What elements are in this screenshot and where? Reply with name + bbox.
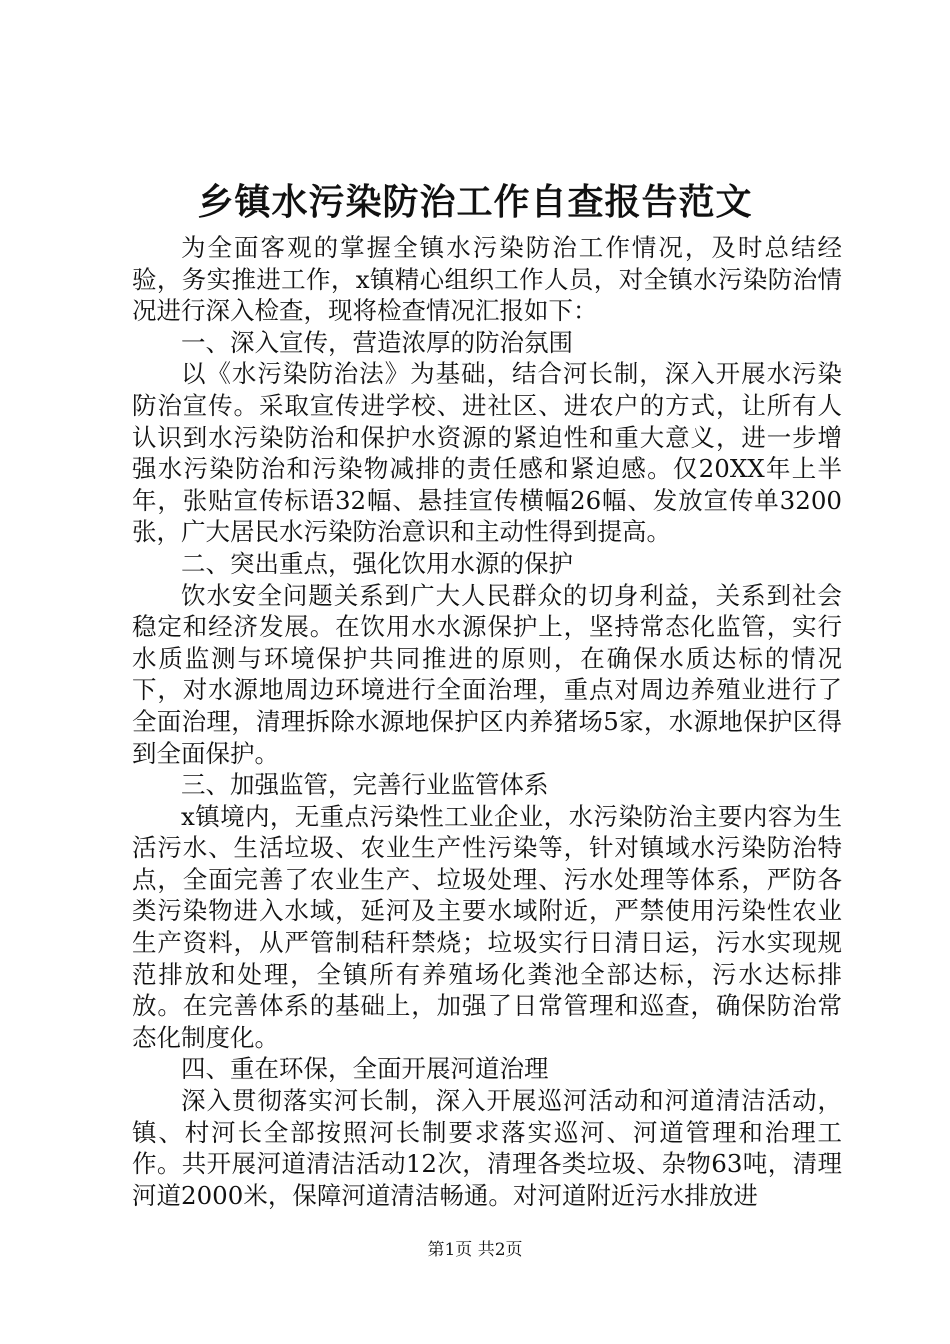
section-heading-1: 一、深入宣传，营造浓厚的防治氛围 bbox=[181, 327, 573, 357]
section-paragraph-4: 深入贯彻落实河长制，深入开展巡河活动和河道清洁活动，镇、村河长全部按照河长制要求落实巡河、河道管理和治理工作。共开展河道清洁活动12次，清理各类垃圾、杂物63吨，清理河道2000米，保障河道清洁畅通。对河道附近污水排放进 bbox=[132, 1086, 842, 1210]
document-body bbox=[132, 232, 842, 1211]
section-heading-4: 四、重在环保，全面开展河道治理 bbox=[181, 1054, 549, 1084]
section-paragraph-3: x镇境内，无重点污染性工业企业，水污染防治主要内容为生活污水、生活垃圾、农业生产性污染等，针对镇域水污染防治特点，全面完善了农业生产、垃圾处理、污水处理等体系，严防各类污染物进入水域，延河及主要水域附近，严禁使用污染性农业生产资料，从严管制秸秆禁烧；垃圾实行日清日运，污水实现规范排放和处理，全镇所有养殖场化粪池全部达标，污水达标排放。在完善体系的基础上，加强了日常管理和巡查，确保防治常态化制度化。 bbox=[132, 801, 842, 1052]
document-title: 乡镇水污染防治工作自查报告范文 bbox=[197, 181, 753, 223]
section-paragraph-1: 以《水污染防治法》为基础，结合河长制，深入开展水污染防治宣传。采取宣传进学校、进社区、进农户的方式，让所有人认识到水污染防治和保护水资源的紧迫性和重大意义，进一步增强水污染防治和污染物减排的责任感和紧迫感。仅20XX年上半年，张贴宣传标语32幅、悬挂宣传横幅26幅、发放宣传单3200张，广大居民水污染防治意识和主动性得到提高。 bbox=[132, 359, 842, 547]
section-heading-3: 三、加强监管，完善行业监管体系 bbox=[181, 770, 549, 800]
page-number-footer: 第1页 共2页 bbox=[427, 1240, 523, 1260]
section-paragraph-2: 饮水安全问题关系到广大人民群众的切身利益，关系到社会稳定和经济发展。在饮用水水源保护上，坚持常态化监管，实行水质监测与环境保护共同推进的原则，在确保水质达标的情况下，对水源地周边环境进行全面治理，重点对周边养殖业进行了全面治理，清理拆除水源地保护区内养猪场5家，水源地保护区得到全面保护。 bbox=[132, 580, 842, 768]
section-heading-2: 二、突出重点，强化饮用水源的保护 bbox=[181, 548, 573, 578]
intro-paragraph: 为全面客观的掌握全镇水污染防治工作情况，及时总结经验，务实推进工作，x镇精心组织工作人员，对全镇水污染防治情况进行深入检查，现将检查情况汇报如下： bbox=[132, 233, 842, 326]
